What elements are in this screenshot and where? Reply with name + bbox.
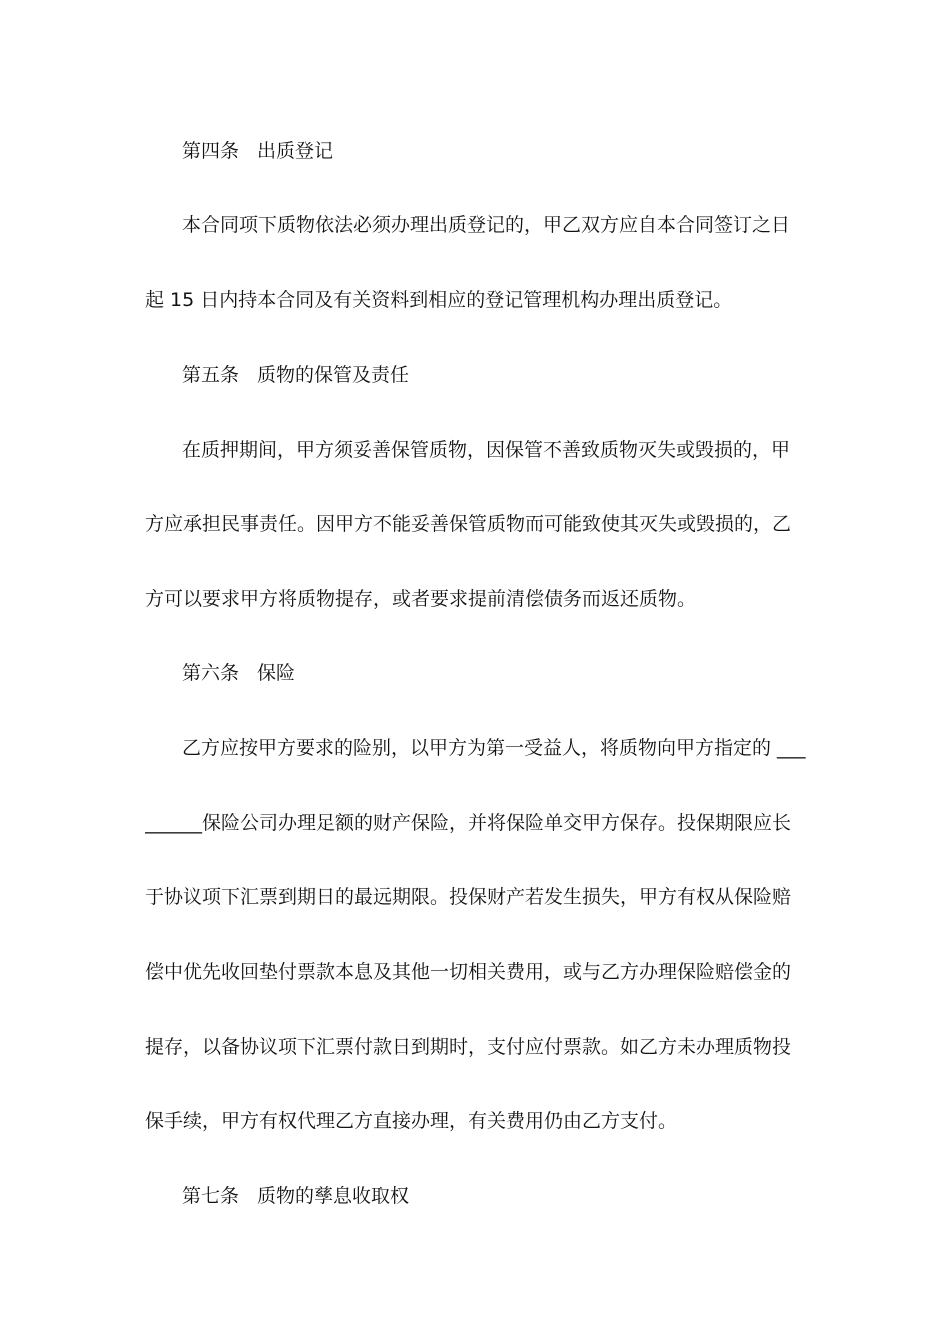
article-5-line-2: 方应承担民事责任。因甲方不能妥善保管质物而可能致使其灭失或毁损的，乙 <box>145 513 792 535</box>
article-5-heading <box>182 361 810 389</box>
article-number: 第六条 <box>182 662 240 684</box>
article-4-line-1: 本合同项下质物依法必须办理出质登记的，甲乙双方应自本合同签订之日 <box>182 214 791 236</box>
article-5-line-1: 在质押期间，甲方须妥善保管质物，因保管不善致质物灭失或毁损的，甲 <box>182 439 791 461</box>
article-number: 第五条 <box>182 364 240 386</box>
article-title: 保险 <box>257 662 296 684</box>
article-6-line-5: 提存，以备协议项下汇票付款日到期时，支付应付票款。如乙方未办理质物投 <box>145 1036 792 1058</box>
article-title: 质物的孳息收取权 <box>257 1185 410 1207</box>
article-title: 出质登记 <box>257 140 334 162</box>
article-title: 质物的保管及责任 <box>257 364 410 386</box>
article-5-line-3: 方可以要求甲方将质物提存，或者要求提前清偿债务而返还质物。 <box>145 588 697 610</box>
article-number: 第七条 <box>182 1185 240 1207</box>
article-4-heading <box>182 137 810 165</box>
article-4-line-2: 起 15 日内持本合同及有关资料到相应的登记管理机构办理出质登记。 <box>145 289 733 311</box>
article-number: 第四条 <box>182 140 240 162</box>
article-7-heading <box>182 1182 810 1210</box>
article-6-line-1: 乙方应按甲方要求的险别，以甲方为第一受益人，将质物向甲方指定的 ___ <box>182 737 806 759</box>
article-6-line-6: 保手续，甲方有权代理乙方直接办理，有关费用仍由乙方支付。 <box>145 1110 678 1132</box>
article-6-heading <box>182 659 810 687</box>
article-6-line-3: 于协议项下汇票到期日的最远期限。投保财产若发生损失，甲方有权从保险赔 <box>145 886 792 908</box>
article-6-line-2: ______保险公司办理足额的财产保险，并将保险单交甲方保存。投保期限应长 <box>145 812 792 834</box>
article-6-line-4: 偿中优先收回垫付票款本息及其他一切相关费用，或与乙方办理保险赔偿金的 <box>145 961 792 983</box>
